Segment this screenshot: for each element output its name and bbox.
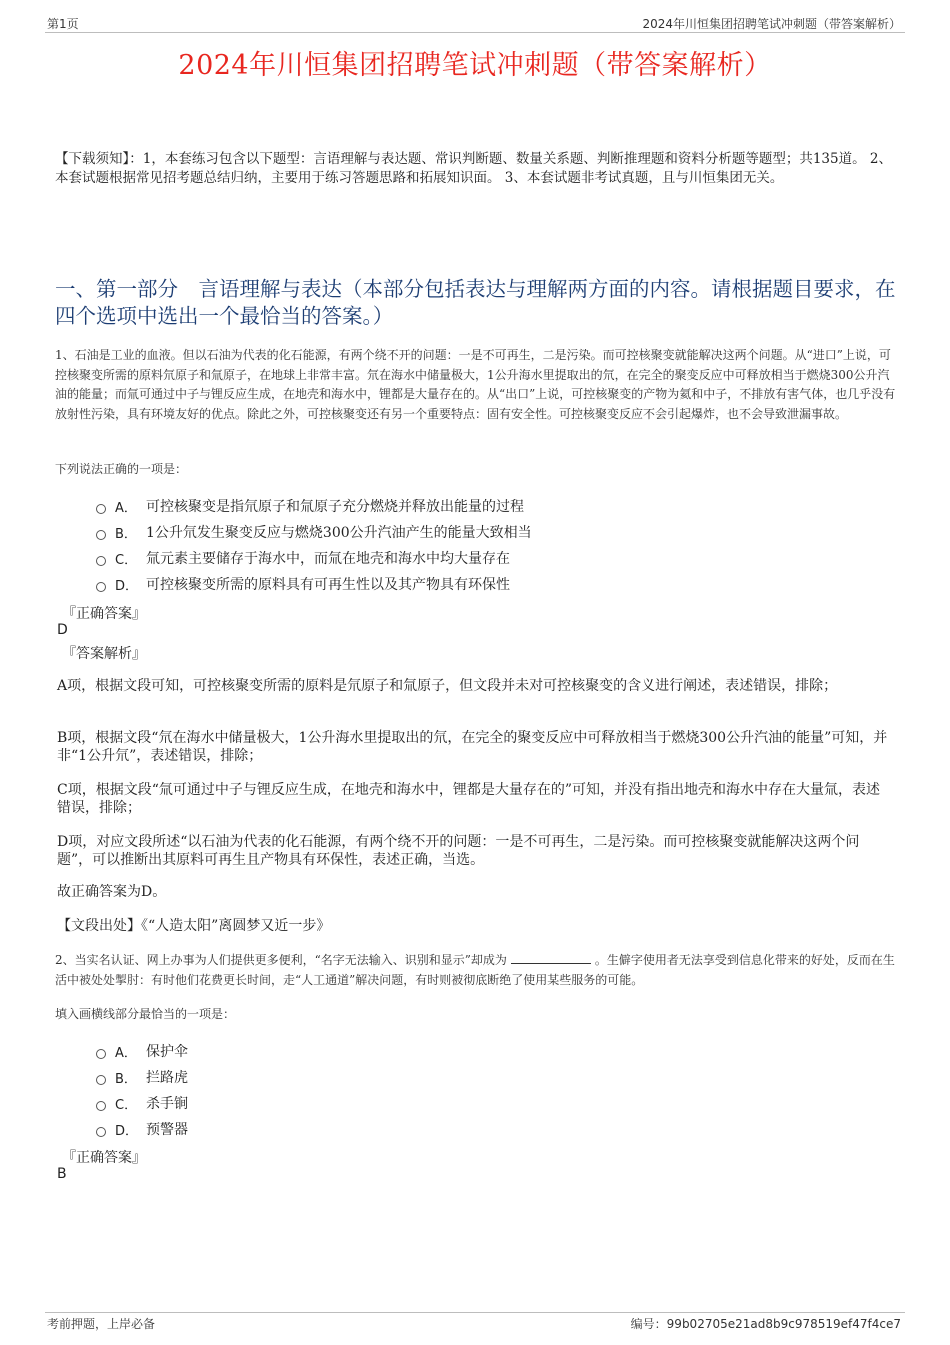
section-heading: 一、第一部分 言语理解与表达（本部分包括表达与理解两方面的内容。请根据题目要求，在四个选项中选出一个最恰当的答案。） bbox=[55, 277, 896, 328]
footer-code-label: 编号： bbox=[630, 1317, 667, 1331]
option-text: 可控核聚变所需的原料具有可再生性以及其产物具有环保性 bbox=[146, 577, 510, 593]
q2-option-b[interactable] bbox=[96, 1064, 876, 1090]
header-doc-title: 2024年川恒集团招聘笔试冲刺题（带答案解析） bbox=[642, 17, 901, 31]
option-text: 预警器 bbox=[146, 1122, 188, 1138]
q2-prompt: 填入画横线部分最恰当的一项是： bbox=[55, 1007, 236, 1021]
footer-code bbox=[631, 1315, 901, 1332]
q1-option-c[interactable] bbox=[96, 545, 876, 571]
radio-icon[interactable] bbox=[96, 556, 106, 566]
option-letter: C． bbox=[115, 1097, 138, 1113]
option-text: 保护伞 bbox=[146, 1044, 188, 1060]
option-letter: D． bbox=[115, 578, 139, 594]
download-notice: 【下载须知】：1，本套练习包含以下题型：言语理解与表达题、常识判断题、数量关系题、判断推理题和资料分析题等题型；共135道。 2、本套试题根据常见招考题总结归纳，主要用于练习答题思路和拓展知识面。 3、本套试题非考试真题，且与川恒集团无关。 bbox=[55, 151, 892, 186]
option-letter: B． bbox=[115, 1071, 137, 1087]
q1-answer-label: 『正确答案』 bbox=[62, 606, 146, 622]
q2-option-c[interactable] bbox=[96, 1090, 876, 1116]
q2-option-a[interactable] bbox=[96, 1038, 876, 1064]
q1-options bbox=[96, 493, 876, 597]
q1-explanation-a: A项，根据文段可知，可控核聚变所需的原料是氘原子和氚原子，但文段并未对可控核聚变的含义进行阐述，表述错误，排除； bbox=[57, 678, 838, 694]
option-text: 杀手锏 bbox=[146, 1096, 188, 1112]
q1-option-b[interactable] bbox=[96, 519, 876, 545]
radio-icon[interactable] bbox=[96, 530, 106, 540]
page-header bbox=[45, 14, 905, 33]
q1-passage: 1、石油是工业的血液。但以石油为代表的化石能源，有两个绕不开的问题：一是不可再生，二是污染。而可控核聚变就能解决这两个问题。从“进口”上说，可控核聚变所需的原料氘原子和氚原子，在地球上非常丰富。氘在海水中储量极大，1公升海水里提取出的氘，在完全的聚变反应中可释放相当于燃烧300公升汽油的能量；而氚可通过中子与锂反应生成，在地壳和海水中，锂都是大量存在的。从“出口”上说，可控核聚变的产物为氦和中子，不排放有害气体，也几乎没有放射性污染，具有环境友好的优点。除此之外，可控核聚变还有另一个重要特点：固有安全性。可控核聚变反应不会引起爆炸，也不会导致泄漏事故。 bbox=[55, 348, 896, 421]
radio-icon[interactable] bbox=[96, 1127, 106, 1137]
q2-options bbox=[96, 1038, 876, 1142]
radio-icon[interactable] bbox=[96, 582, 106, 592]
option-letter: B． bbox=[115, 526, 137, 542]
footer-slogan: 考前押题，上岸必备 bbox=[47, 1317, 156, 1331]
q1-answer: D bbox=[57, 622, 68, 638]
q2-answer: B bbox=[57, 1166, 67, 1182]
radio-icon[interactable] bbox=[96, 1075, 106, 1085]
q1-explanation-c: C项，根据文段“氚可通过中子与锂反应生成，在地壳和海水中，锂都是大量存在的”可知，并没有指出地壳和海水中存在大量氚，表述错误，排除； bbox=[57, 782, 881, 816]
option-letter: A． bbox=[115, 500, 137, 516]
radio-icon[interactable] bbox=[96, 1101, 106, 1111]
q2-answer-label: 『正确答案』 bbox=[62, 1150, 146, 1166]
option-letter: A． bbox=[115, 1045, 137, 1061]
q1-option-d[interactable] bbox=[96, 571, 876, 597]
q1-explanation-b: B项，根据文段“氘在海水中储量极大，1公升海水里提取出的氘，在完全的聚变反应中可释放相当于燃烧300公升汽油的能量”可知，并非“1公升氘”，表述错误，排除； bbox=[57, 730, 888, 764]
document-title: 2024年川恒集团招聘笔试冲刺题（带答案解析） bbox=[178, 50, 772, 81]
page-number: 第1页 bbox=[47, 17, 79, 31]
q2-passage bbox=[55, 951, 900, 990]
option-text: 1公升氘发生聚变反应与燃烧300公升汽油产生的能量大致相当 bbox=[146, 525, 532, 541]
q1-explanation-d: D项，对应文段所述“以石油为代表的化石能源，有两个绕不开的问题：一是不可再生，二是污染。而可控核聚变就能解决这两个问题”，可以推断出其原料可再生且产物具有环保性，表述正确，当选。 bbox=[57, 834, 860, 868]
fill-blank bbox=[511, 951, 591, 964]
q2-passage-before: 2、当实名认证、网上办事为人们提供更多便利，“名字无法输入、识别和显示”却成为 bbox=[55, 953, 507, 967]
page-footer bbox=[45, 1312, 905, 1333]
option-text: 氚元素主要储存于海水中，而氚在地壳和海水中均大量存在 bbox=[146, 551, 510, 567]
radio-icon[interactable] bbox=[96, 504, 106, 514]
q1-prompt: 下列说法正确的一项是： bbox=[55, 462, 188, 476]
option-text: 拦路虎 bbox=[146, 1070, 188, 1086]
q1-conclusion: 故正确答案为D。 bbox=[57, 884, 167, 900]
radio-icon[interactable] bbox=[96, 1049, 106, 1059]
footer-code-value: 99b02705e21ad8b9c978519ef47f4ce7 bbox=[666, 1317, 901, 1331]
q1-analysis-label: 『答案解析』 bbox=[62, 646, 146, 662]
q2-option-d[interactable] bbox=[96, 1116, 876, 1142]
option-letter: D． bbox=[115, 1123, 139, 1139]
q1-option-a[interactable] bbox=[96, 493, 876, 519]
option-letter: C． bbox=[115, 552, 138, 568]
q2-passage-after: 。生僻字使用者无法享受到信息化带来的好处，反而在生活中被处处掣肘：有时他们花费更长时间，走“人工通道”解决问题，有时则被彻底断绝了使用某些服务的可能。 bbox=[55, 953, 895, 987]
q1-source: 【文段出处】《“人造太阳”离圆梦又近一步》 bbox=[57, 918, 331, 934]
option-text: 可控核聚变是指氘原子和氚原子充分燃烧并释放出能量的过程 bbox=[146, 499, 524, 515]
